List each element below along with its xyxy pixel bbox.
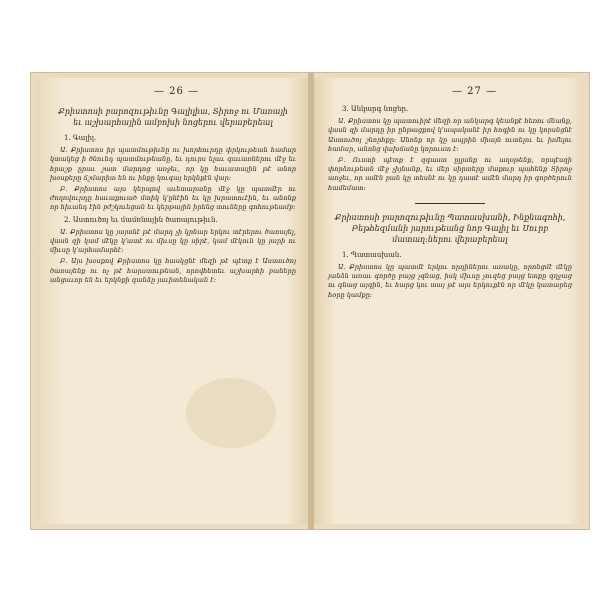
page-number-right: — 27 —	[452, 86, 498, 97]
paragraph: Բ. Ուստի պէտք է զգաստ ըլլանք ու աղօթենք, որպէսզի փորձութեան մէջ չիյնանք, եւ մեր սիրտերը մաքուր պահենք Տիրոջ առջեւ, որ ամէն բան կը տեսնէ ու կը դատէ ամէն մարդ իր գործերուն համեմատ։	[328, 156, 572, 192]
chapter-title: Քրիստոսի բարոզութիւնը Գալիլիա, Տիրոջ ու Մառայի եւ աշխարհային ամբոխի նոցերու վերաբերեալ	[58, 107, 288, 127]
section-heading: 3. Անկարգ նոցեր.	[342, 105, 409, 113]
left-page	[36, 78, 308, 524]
section-divider	[415, 203, 485, 204]
paragraph: Ա. Քրիստոս կը պատմէ երկու որդիներու առակը, որոնցմէ մէկը յանձն առաւ գործը բայց չգնաց, իսկ միւսը չուզեց բայց ետքը զղջաց ու գնաց այգին, եւ հարց կու տայ թէ այս երկուքէն որ մէկը կատարեց հօրը կամքը։	[328, 263, 572, 299]
section-heading: 1. Գալիլ.	[64, 134, 97, 142]
paragraph: Ա. Քրիստոս իր պատմութիւնը ու խորհուրդը փրկութեան համար կտակեց ի ծնունդ պատմութեանը, եւ դուրս ելաւ գաւառներու մէջ եւ հրաշք ըրաւ շատ մարդոց առջեւ, որ կը հաւատային թէ անոր խօսքերը ճշմարիտ են ու ինքը կուգայ երկնքէն վար։	[50, 146, 296, 182]
left-page-content	[50, 102, 296, 287]
section-heading: 2. Աստուծոյ եւ մամոնային ծառայութիւն.	[64, 215, 218, 224]
chapter-title: Քրիստոսի բարոզութիւնը Պատասխանի, Ինքնագոհի, Բեթհեզմանի յարութեանց նոր Գալիլ եւ Սուրբ մատաղ։ներու վերաբերեալ	[334, 212, 566, 244]
right-page-content	[328, 102, 572, 302]
paragraph: Բ. Քրիստոս այս կերպով աւետարանը մէջ կը պատմէր ու ժողովուրդը հաւաքուած մտիկ կ՚ընէին եւ կը խրատուէին, եւ անոնք որ հիւանդ էին բժշկուեցան եւ կերթային իրենց տուները գոհութեամբ։	[50, 185, 296, 212]
paragraph: Բ. Այս խօսքով Քրիստոս կը հասկցնէ մեզի թէ պէտք է Աստուծոյ ծառայենք ու ոչ թէ հարստութեան, որովհետեւ աշխարհի բաները անցաւոր են եւ երկնքի գանձը յաւիտենական է։	[50, 257, 296, 284]
right-page	[314, 78, 584, 524]
open-book	[30, 72, 590, 530]
section-heading: 1. Պատասխան.	[342, 250, 402, 259]
page-number-left: — 26 —	[154, 86, 200, 97]
paragraph: Ա. Քրիստոս կը յայտնէ թէ մարդ չի կրնար երկու տէրերու ծառայել, վասն զի կամ մէկը կ՚ատէ ու միւսը կը սիրէ, կամ մէկուն կը յարի ու միւսը կ՚արհամարհէ։	[50, 227, 296, 255]
paper-stain	[186, 378, 276, 448]
paragraph: Ա. Քրիստոս կը պատուիրէ մեզի որ անկարգ կեանքէ հեռու մնանք, վասն զի մարդը իր ընթացքով կ՚ապականէ իր հոգին ու կը կորսնցնէ Աստուծոյ շնորհքը։ Անոնք որ կը ապրին միայն ուտելու եւ խմելու համար, անոնց վախճանը կորուստ է։	[328, 117, 572, 153]
